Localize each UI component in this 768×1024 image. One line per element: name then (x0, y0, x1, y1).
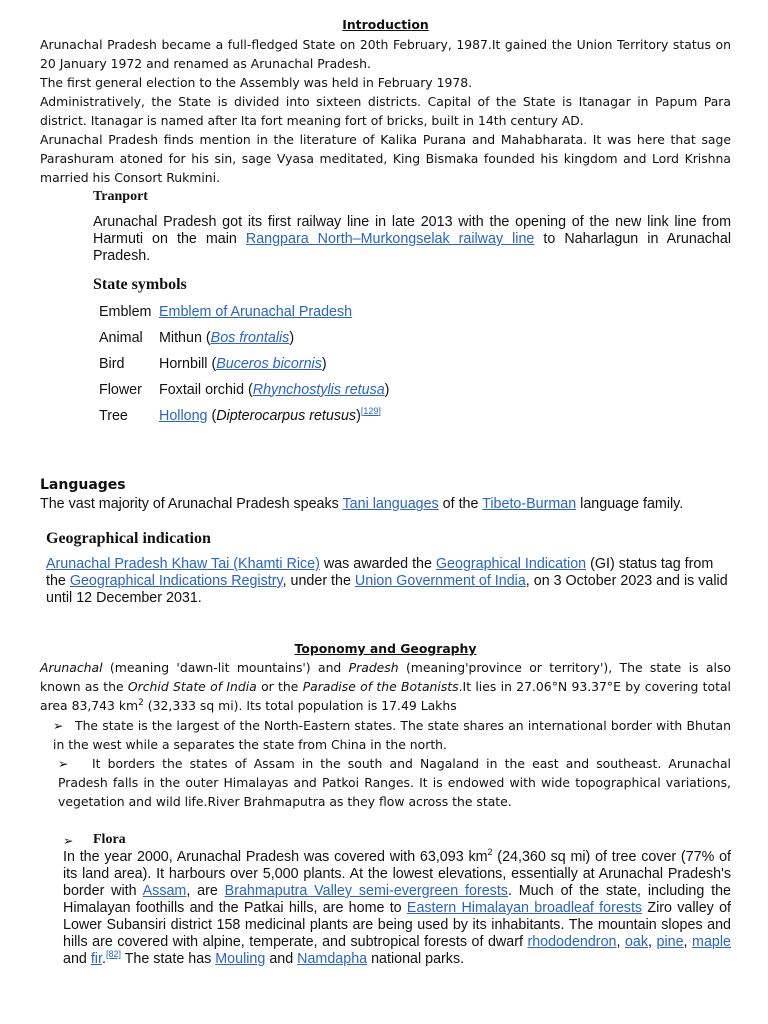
superscript: 2 (138, 697, 144, 708)
flora-text: In the year 2000, Arunachal Pradesh was covered with 63,093 km (63, 849, 488, 865)
symbol-label: Tree (99, 407, 128, 424)
symbol-value: Dipterocarpus retusus (216, 407, 357, 424)
transport-text-end: to Naharlagun in Arunachal Pradesh. (93, 231, 731, 264)
arrow-bullet-icon: ➢ (53, 718, 64, 733)
rhynchostylis-retusa-link[interactable]: Rhynchostylis retusa (252, 381, 385, 398)
gi-text: was awarded the (319, 556, 436, 572)
symbol-label: Animal (99, 329, 143, 346)
symbol-label: Flower (99, 381, 142, 398)
intro-section (40, 15, 731, 34)
symbol-value: Hornbill ( (159, 355, 217, 372)
gi-text: , on 3 October 2023 and is valid until 12 December 2031. (46, 573, 728, 606)
toponomy-text: (32,333 sq mi). Its total population is 17.49 Lakhs (143, 698, 457, 713)
toponomy-bullet-1 (53, 716, 731, 754)
mouling-link[interactable]: Mouling (215, 951, 266, 967)
paren: ( (207, 407, 217, 424)
bullet-text: The state is the largest of the North-Eastern states. The state shares an international border with Bhutan in the west while a separates the state from China in the north. (53, 718, 731, 752)
flora-text: Ziro valley of Lower Subansiri district 158 medicinal plants are being used by its inhabitants. The mountain slopes and hills are covered with alpine, temperate, and subtropical forests of dwarf (63, 900, 732, 950)
brahmaputra-valley-forests-link[interactable]: Brahmaputra Valley semi-evergreen forests (224, 883, 508, 899)
transport-text: Arunachal Pradesh got its first railway line in late 2013 with the opening of the new link line from Harmuti on the main (93, 214, 731, 247)
languages-paragraph (40, 496, 740, 513)
rangpara-railway-link[interactable]: Rangpara North–Murkongselak railway line (245, 231, 535, 247)
toponomy-bullet-2 (58, 754, 731, 811)
intro-heading: Introduction (342, 17, 429, 32)
flora-text: . Much of the state, including the Himalayan foothills and the Patkai hills, are home to (63, 883, 731, 916)
gi-text: , under the (282, 573, 355, 589)
languages-text: language family. (576, 496, 684, 512)
bullet-text: It borders the states of Assam in the south and Nagaland in the east and southeast. Arunachal Pradesh falls in the outer Himalayas and Patkoi Ranges. It is endowed with wide topographical variations, vegetation and wild life.River Brahmaputra as they flow across the state. (58, 756, 731, 809)
symbol-value: Foxtail orchid ( (159, 381, 253, 398)
ref-129-link[interactable]: [129] (360, 405, 381, 416)
symbol-label: Emblem (99, 303, 152, 320)
flora-text: (24,360 sq mi) of tree cover (77% of its land area). It harbours over 5,000 plants. At the lowest elevations, essentially at Arunachal Pradesh's border with (63, 849, 732, 899)
flora-text: national parks. (367, 951, 465, 967)
paren: ) (384, 381, 390, 398)
ref-82-link[interactable]: [82] (105, 949, 121, 960)
khaw-tai-link[interactable]: Arunachal Pradesh Khaw Tai (Khamti Rice) (46, 556, 320, 572)
maple-link[interactable]: maple (692, 934, 731, 950)
symbol-row-tree (99, 403, 389, 429)
comma: , (616, 934, 625, 950)
symbol-row-flower (99, 377, 389, 403)
paren: ) (289, 329, 295, 346)
flora-heading: Flora (93, 832, 126, 847)
flora-text: The state has (120, 951, 216, 967)
flora-text: and (265, 951, 298, 967)
intro-paragraph-1: Arunachal Pradesh became a full-fledged State on 20th February, 1987.It gained the Union Territory status on 20 January 1972 and renamed as Arunachal Pradesh. (40, 37, 731, 71)
namdapha-link[interactable]: Namdapha (297, 951, 368, 967)
flora-text: , are (186, 883, 225, 899)
gi-paragraph (46, 556, 736, 607)
symbol-label: Bird (99, 355, 125, 372)
toponomy-title (40, 639, 731, 658)
geographical-indication-link[interactable]: Geographical Indication (435, 556, 587, 572)
assam-link[interactable]: Assam (142, 883, 187, 899)
comma: , (683, 934, 693, 950)
languages-text: of the (438, 496, 483, 512)
oak-link[interactable]: oak (624, 934, 649, 950)
toponomy-heading: Toponomy and Geography (294, 641, 477, 656)
fir-link[interactable]: fir (90, 951, 102, 967)
hollong-link[interactable]: Hollong (159, 407, 208, 424)
toponomy-italic: Arunachal (40, 660, 103, 675)
paren: ) (356, 407, 361, 424)
languages-text: The vast majority of Arunachal Pradesh speaks (40, 496, 343, 512)
symbol-row-emblem (99, 299, 389, 325)
toponomy-paragraph (40, 658, 731, 715)
intro-paragraph-2: The first general election to the Assembly was held in February 1978. (40, 75, 473, 90)
toponomy-text: .It lies in 27.06°N 93.37°E by covering total area 83,743 km (40, 679, 731, 713)
symbol-row-bird (99, 351, 389, 377)
toponomy-italic: Orchid State of India (127, 679, 257, 694)
symbol-row-animal (99, 325, 389, 351)
gi-registry-link[interactable]: Geographical Indications Registry (69, 573, 283, 589)
arrow-bullet-icon: ➢ (63, 833, 74, 848)
intro-paragraph-4: Arunachal Pradesh finds mention in the literature of Kalika Purana and Mahabharata. It was here that sage Parashuram atoned for his sin, sage Vyasa meditated, King Bismaka founded his kingdom and Lord Krishna married his Consort Rukmini. (40, 132, 731, 185)
pine-link[interactable]: pine (656, 934, 684, 950)
arrow-bullet-icon: ➢ (58, 756, 69, 771)
transport-heading: Tranport (93, 189, 148, 204)
gi-text: (GI) status tag from the (46, 556, 714, 589)
transport-paragraph (93, 214, 731, 265)
union-government-link[interactable]: Union Government of India (354, 573, 526, 589)
tibeto-burman-link[interactable]: Tibeto-Burman (482, 496, 577, 512)
toponomy-italic: Paradise of the Botanists (302, 679, 459, 694)
tani-languages-link[interactable]: Tani languages (342, 496, 439, 512)
intro-body (40, 35, 731, 187)
toponomy-italic: Pradesh (348, 660, 399, 675)
toponomy-text: (meaning 'dawn-lit mountains') and (102, 660, 349, 675)
symbol-value: Mithun ( (159, 329, 211, 346)
toponomy-text: (meaning'province or territory'), The state is also known as the (40, 660, 731, 694)
buceros-bicornis-link[interactable]: Buceros bicornis (216, 355, 322, 372)
symbols-heading: State symbols (93, 276, 187, 293)
emblem-link[interactable]: Emblem of Arunachal Pradesh (159, 303, 353, 320)
comma: , (648, 934, 657, 950)
flora-text: . (101, 951, 106, 967)
intro-paragraph-3: Administratively, the State is divided into sixteen districts. Capital of the State is Itanagar in Papum Para district. Itanagar is named after Ita fort meaning fort of bricks, built in 14th century AD. (40, 94, 731, 128)
flora-text: and (63, 951, 91, 967)
eastern-himalayan-forests-link[interactable]: Eastern Himalayan broadleaf forests (406, 900, 643, 916)
rhododendron-link[interactable]: rhododendron (527, 934, 617, 950)
symbols-table (99, 299, 389, 429)
toponomy-text: or the (256, 679, 303, 694)
bos-frontalis-link[interactable]: Bos frontalis (210, 329, 290, 346)
superscript: 2 (487, 847, 493, 858)
flora-paragraph (63, 849, 731, 968)
paren: ) (321, 355, 327, 372)
languages-heading: Languages (40, 477, 126, 493)
gi-heading: Geographical indication (46, 530, 211, 547)
